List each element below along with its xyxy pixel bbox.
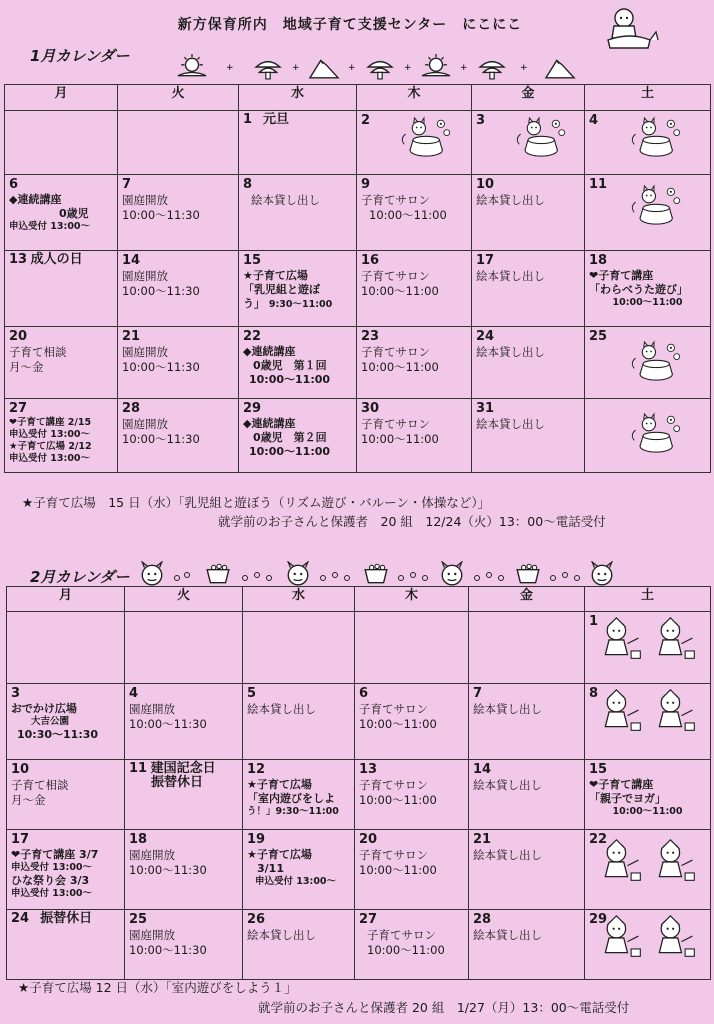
weekday-header: 月 <box>7 587 125 612</box>
calendar-cell-empty <box>585 399 711 473</box>
calendar-cell-empty <box>5 111 118 175</box>
holiday-label: 成人の日 <box>30 252 83 267</box>
drum-cat-icon <box>619 115 689 159</box>
fairy-kids-icon <box>597 914 707 960</box>
setsubun-decoration-icon <box>135 560 635 588</box>
drum-cat-icon <box>389 115 459 159</box>
feb-event-note-detail: 就学前のお子さんと保護者 20 組 1/27（月）13：00～電話受付 <box>258 1000 630 1015</box>
weekday-header: 水 <box>243 587 355 612</box>
calendar-cell: 1 <box>585 612 711 684</box>
calendar-cell: 7 絵本貸し出し <box>469 684 585 760</box>
calendar-cell: 2 <box>357 111 472 175</box>
calendar-cell: 23 子育てサロン 10:00～11:00 <box>357 327 472 399</box>
calendar-cell: 31 絵本貸し出し <box>472 399 585 473</box>
weekday-header: 金 <box>472 85 585 111</box>
weekday-header: 火 <box>125 587 243 612</box>
weekday-header: 月 <box>5 85 118 111</box>
calendar-cell: 18 園庭開放 10:00～11:30 <box>125 830 243 910</box>
calendar-cell: 19 ★子育て広場 3/11 申込受付 13:00～ <box>243 830 355 910</box>
fairy-kids-icon <box>597 838 707 884</box>
calendar-cell: 13 子育てサロン 10:00～11:00 <box>355 760 469 830</box>
svg-text:+: + <box>404 63 412 73</box>
calendar-cell: 10 絵本貸し出し <box>472 175 585 251</box>
calendar-cell: 17 絵本貸し出し <box>472 251 585 327</box>
calendar-cell: 6 ◆連続講座 0歳児 申込受付 13:00～ <box>5 175 118 251</box>
jan-event-note: ★子育て広場 15 日（水）「乳児組と遊ぼう（リズム遊び・バルーン・体操など）」 <box>22 495 491 510</box>
calendar-cell: 15 ❤子育て講座 「親子でヨガ」 10:00～11:00 <box>585 760 711 830</box>
calendar-cell: 25 園庭開放 10:00～11:30 <box>125 910 243 980</box>
calendar-cell: 1 元旦 <box>239 111 357 175</box>
weekday-header: 火 <box>118 85 239 111</box>
calendar-cell: 29 ◆連続講座 0歳児 第２回 10:00～11:00 <box>239 399 357 473</box>
feb-title: 2月カレンダー <box>30 568 130 586</box>
calendar-cell: 4 園庭開放 10:00～11:30 <box>125 684 243 760</box>
fairy-kids-icon <box>597 616 707 662</box>
calendar-cell: 27 ❤子育て講座 2/15 申込受付 13:00～ ★子育て広場 2/12 申込受付 13:00～ <box>5 399 118 473</box>
svg-text:+: + <box>292 63 300 73</box>
drum-cat-icon <box>619 183 689 227</box>
holiday-label: 振替休日 <box>151 775 204 790</box>
weekday-header: 土 <box>585 85 711 111</box>
calendar-cell: 28 絵本貸し出し <box>469 910 585 980</box>
calendar-cell: 5 絵本貸し出し <box>243 684 355 760</box>
calendar-cell: 27 子育てサロン 10:00～11:00 <box>355 910 469 980</box>
feb-calendar-table <box>6 586 711 980</box>
calendar-cell: 24 絵本貸し出し <box>472 327 585 399</box>
svg-text:+: + <box>460 63 468 73</box>
calendar-cell: 18 ❤子育て講座 「わらべうた遊び」 10:00～11:00 <box>585 251 711 327</box>
calendar-cell: 9 子育てサロン 10:00～11:00 <box>357 175 472 251</box>
jan-event-note-detail: 就学前のお子さんと保護者 20 組 12/24（火）13：00～電話受付 <box>218 514 606 529</box>
page-title: 新方保育所内 地域子育て支援センター にこにこ <box>177 17 523 33</box>
calendar-cell: 20 子育て相談 月～金 <box>5 327 118 399</box>
calendar-cell: 30 子育てサロン 10:00～11:00 <box>357 399 472 473</box>
svg-text:+: + <box>226 63 234 73</box>
weekday-header: 土 <box>585 587 711 612</box>
holiday-label: 建国記念日 <box>150 761 216 776</box>
calendar-cell: 11 建国記念日 振替休日 <box>125 760 243 830</box>
jan-title: 1月カレンダー <box>30 47 130 65</box>
svg-text:+: + <box>348 63 356 73</box>
kid-on-horse-icon <box>600 6 660 56</box>
calendar-cell: 24 振替休日 <box>7 910 125 980</box>
jan-calendar-table <box>4 84 711 473</box>
calendar-cell-empty <box>125 612 243 684</box>
calendar-cell: 3 <box>472 111 585 175</box>
calendar-cell: 12 ★子育て広場 「室内遊びをしよ う！」9:30～11:00 <box>243 760 355 830</box>
calendar-cell: 22 <box>585 830 711 910</box>
calendar-cell: 13 成人の日 <box>5 251 118 327</box>
svg-text:+: + <box>520 63 528 73</box>
weekday-header: 木 <box>357 85 472 111</box>
calendar-cell: 6 子育てサロン 10:00～11:00 <box>355 684 469 760</box>
calendar-cell: 3 おでかけ広場 大吉公園 10:30～11:30 <box>7 684 125 760</box>
calendar-cell: 7 園庭開放 10:00～11:30 <box>118 175 239 251</box>
calendar-cell: 8 <box>585 684 711 760</box>
new-year-decoration-icon <box>170 52 590 80</box>
calendar-cell-empty <box>243 612 355 684</box>
calendar-cell: 25 <box>585 327 711 399</box>
calendar-cell: 21 絵本貸し出し <box>469 830 585 910</box>
weekday-header: 金 <box>469 587 585 612</box>
weekday-header: 木 <box>355 587 469 612</box>
fairy-kids-icon <box>597 688 707 734</box>
calendar-cell: 22 ◆連続講座 0歳児 第１回 10:00～11:00 <box>239 327 357 399</box>
calendar-cell: 20 子育てサロン 10:00～11:00 <box>355 830 469 910</box>
holiday-label: 元旦 <box>263 112 290 127</box>
calendar-cell: 26 絵本貸し出し <box>243 910 355 980</box>
drum-cat-icon <box>619 339 689 383</box>
calendar-cell: 29 <box>585 910 711 980</box>
drum-cat-icon <box>504 115 574 159</box>
calendar-cell-empty <box>355 612 469 684</box>
calendar-cell: 17 ❤子育て講座 3/7 申込受付 13:00～ ひな祭り会 3/3 申込受付 13:00～ <box>7 830 125 910</box>
weekday-header: 水 <box>239 85 357 111</box>
calendar-cell: 14 園庭開放 10:00～11:30 <box>118 251 239 327</box>
drum-cat-icon <box>619 411 689 455</box>
calendar-cell-empty <box>7 612 125 684</box>
calendar-cell: 15 ★子育て広場 「乳児組と遊ぼ う」 9:30～11:00 <box>239 251 357 327</box>
calendar-cell: 21 園庭開放 10:00～11:30 <box>118 327 239 399</box>
calendar-cell: 10 子育て相談 月～金 <box>7 760 125 830</box>
calendar-cell: 14 絵本貸し出し <box>469 760 585 830</box>
holiday-label: 振替休日 <box>40 911 93 926</box>
calendar-cell: 28 園庭開放 10:00～11:30 <box>118 399 239 473</box>
calendar-cell: 4 <box>585 111 711 175</box>
feb-event-note: ★子育て広場 12 日（水）「室内遊びをしよう１」 <box>18 980 297 995</box>
calendar-cell: 16 子育てサロン 10:00～11:00 <box>357 251 472 327</box>
calendar-cell-empty <box>469 612 585 684</box>
calendar-cell-empty <box>118 111 239 175</box>
calendar-cell: 8 絵本貸し出し <box>239 175 357 251</box>
calendar-cell: 11 <box>585 175 711 251</box>
